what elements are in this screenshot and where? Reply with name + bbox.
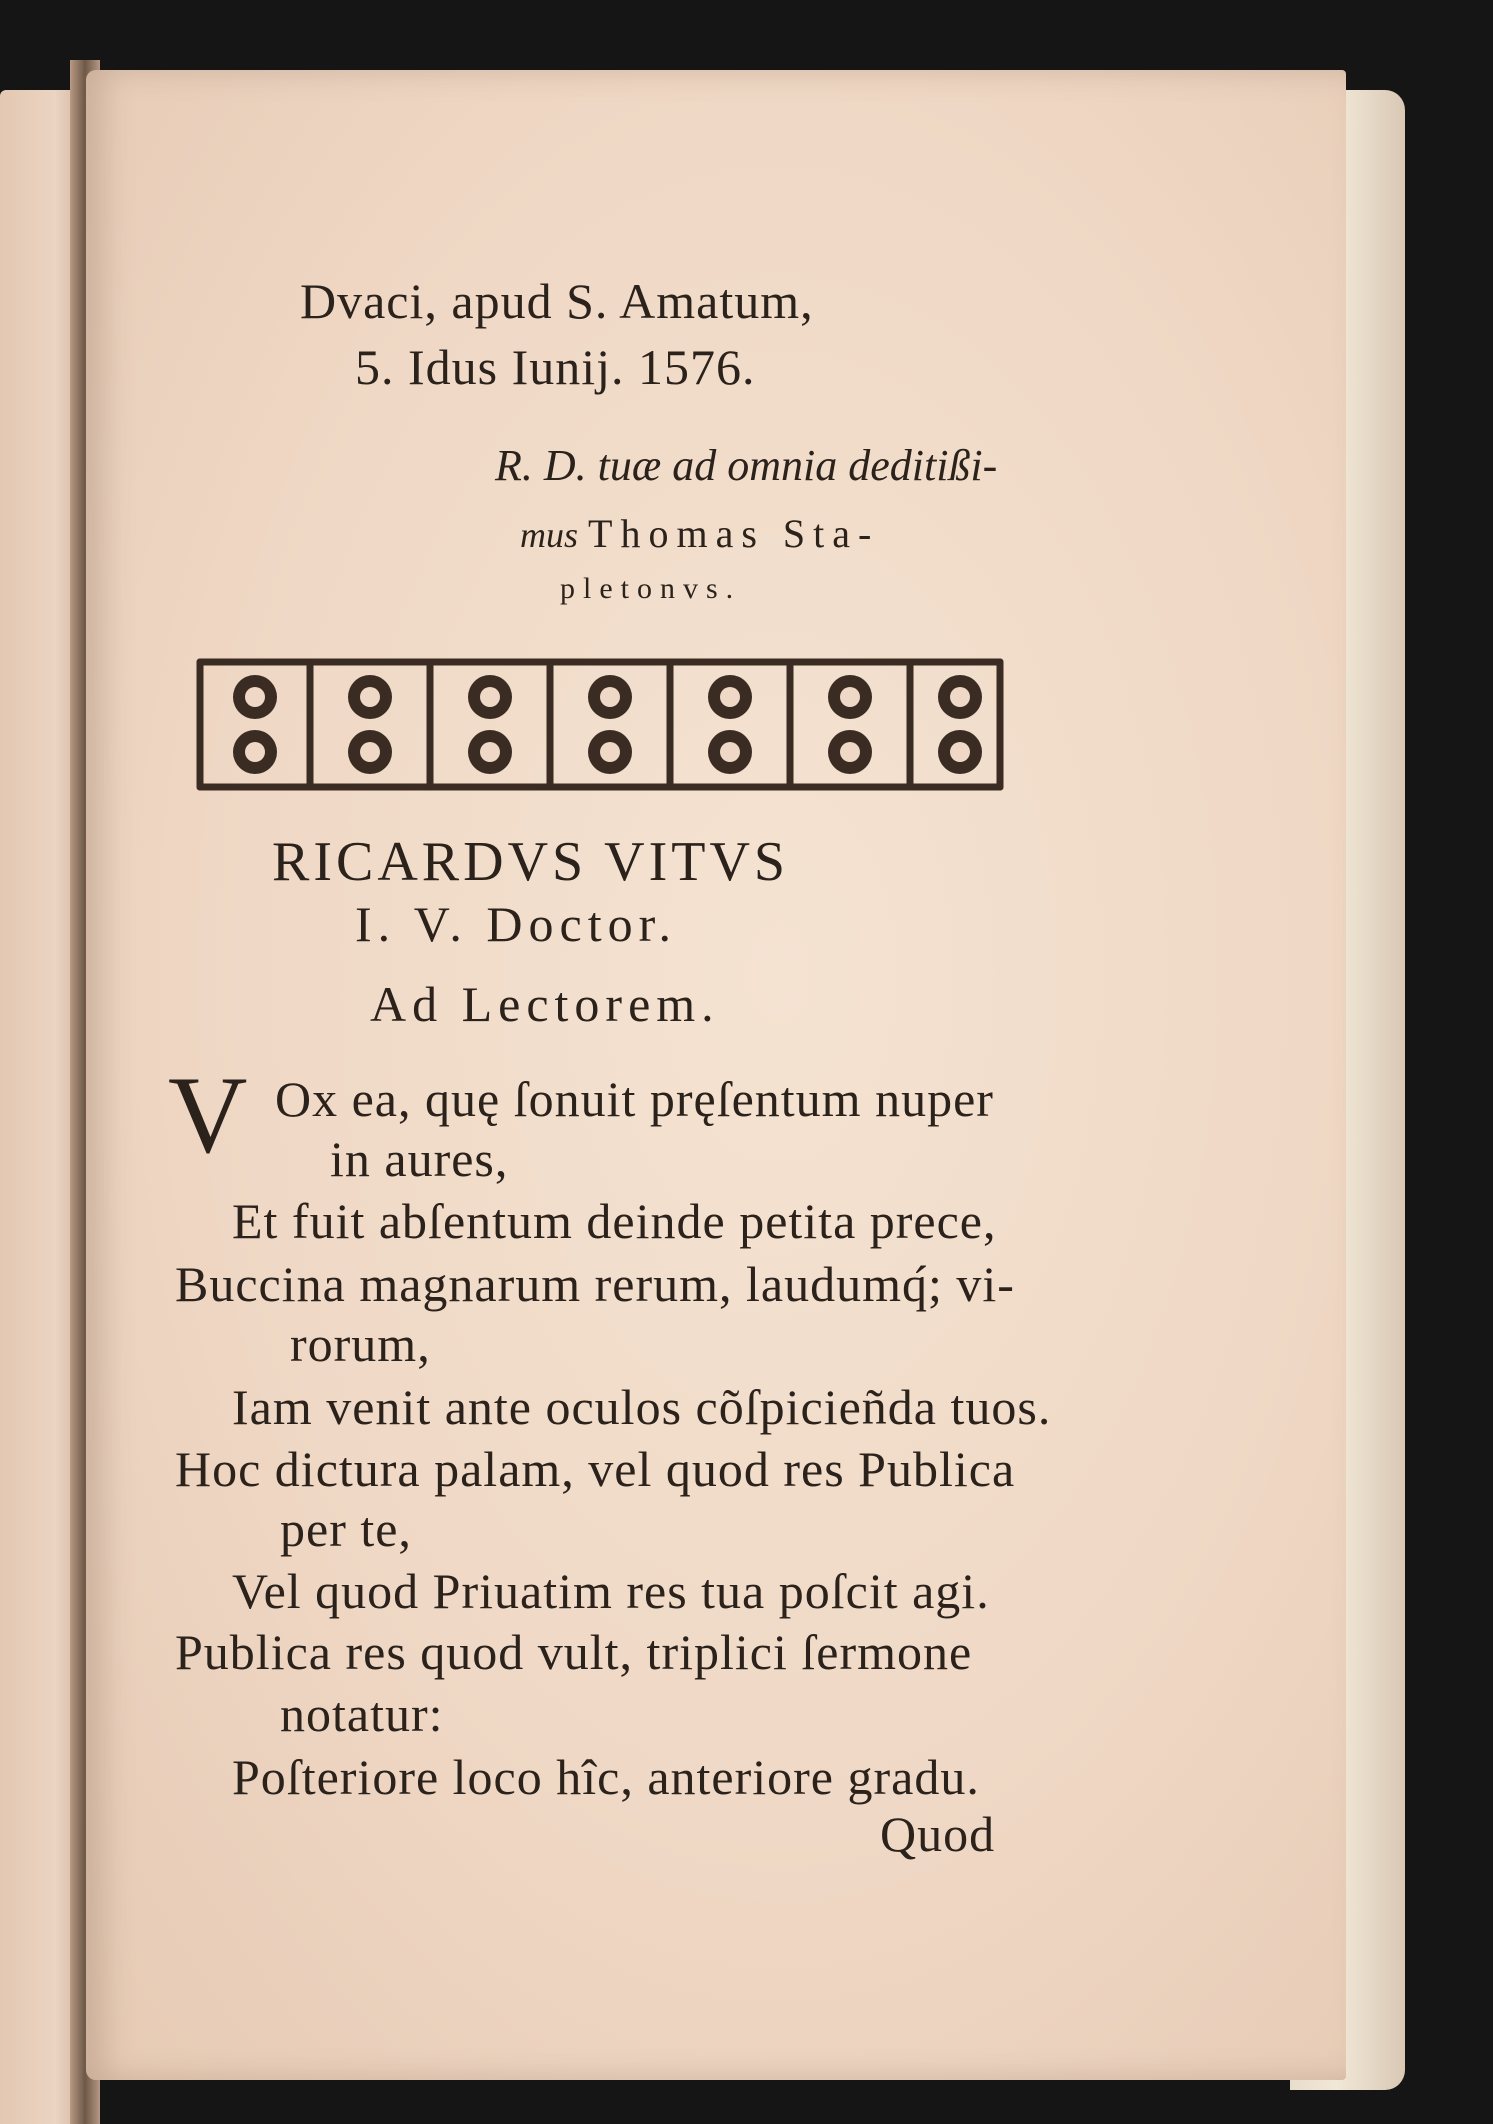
poem-line-5: rorum, — [290, 1316, 431, 1372]
signature-line-3: pletonvs. — [560, 572, 742, 605]
poem-line-9: Vel quod Priuatim res tua poſcit agi. — [232, 1563, 990, 1619]
signature-line-2 — [520, 510, 879, 557]
author-title: I. V. Doctor. — [355, 896, 677, 952]
imprint-line-1: Dvaci, apud S. Amatum, — [300, 273, 814, 329]
author-heading: RICARDVS VITVS — [272, 831, 790, 893]
signature-mus: mus — [520, 515, 579, 555]
floral-ornament-icon — [190, 642, 1010, 807]
poem-line-4: Buccina magnarum rerum, laudumq́; vi- — [175, 1256, 1015, 1312]
poem-line-1: Ox ea, quę ſonuit pręſentum nuper — [275, 1071, 994, 1127]
poem-line-2: in aures, — [330, 1131, 509, 1187]
poem-line-12: Poſteriore loco hîc, anteriore gradu. — [232, 1749, 980, 1805]
poem-line-8: per te, — [280, 1501, 412, 1557]
catchword: Quod — [880, 1806, 996, 1862]
address-heading: Ad Lectorem. — [370, 976, 720, 1032]
signature-name: Thomas Sta- — [588, 511, 880, 556]
imprint-line-2: 5. Idus Iunij. 1576. — [355, 339, 756, 395]
drop-capital: V — [168, 1054, 248, 1176]
poem-line-10: Publica res quod vult, triplici ſermone — [175, 1624, 973, 1680]
poem-line-6: Iam venit ante oculos cõſpicieñda tuos. — [232, 1379, 1052, 1435]
poem-line-11: notatur: — [280, 1686, 444, 1742]
poem-line-7: Hoc dictura palam, vel quod res Publica — [175, 1441, 1016, 1497]
poem-line-3: Et fuit abſentum deinde petita prece, — [232, 1193, 997, 1249]
signature-line-1: R. D. tuæ ad omnia deditißi- — [495, 441, 998, 490]
